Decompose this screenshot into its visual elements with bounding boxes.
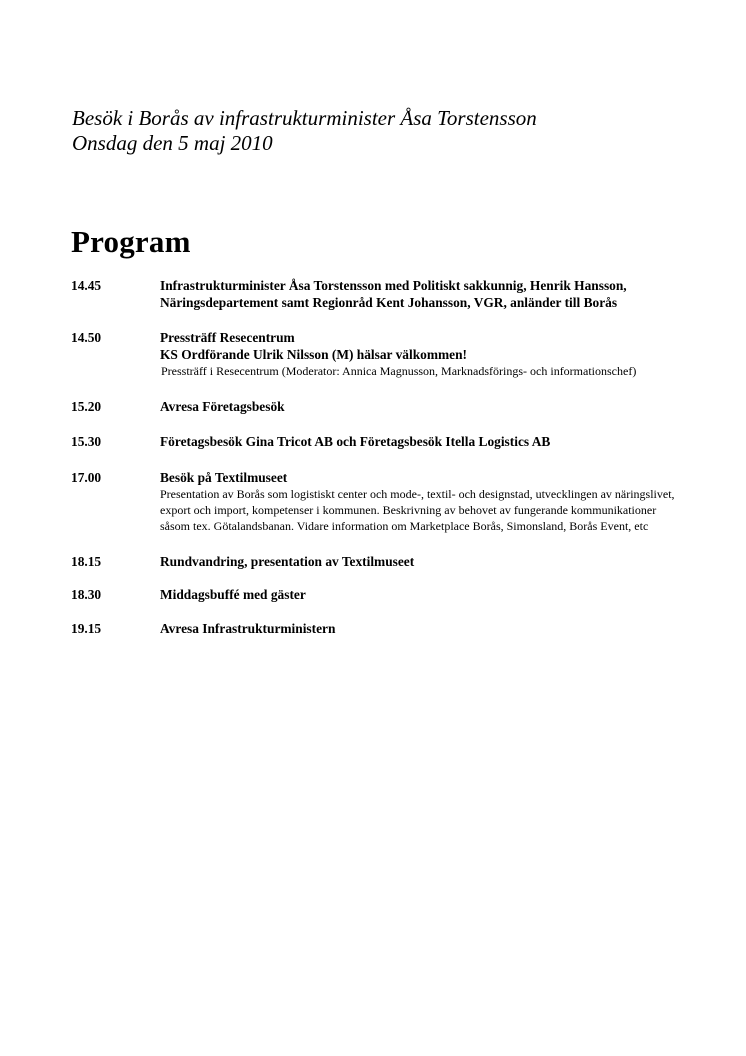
entry-title: Företagsbesök Gina Tricot AB och Företagsbesök Itella Logistics AB [160,434,551,450]
schedule-entry [71,330,681,380]
entry-title: Infrastrukturminister Åsa Torstensson med Politiskt sakkunnig, Henrik Hansson, Näringsdepartement samt Regionråd Kent Johansson, VGR, anländer till Borås [160,278,627,310]
entry-title: Rundvandring, presentation av Textilmuseet [160,553,415,569]
entry-subtitle: KS Ordförande Ulrik Nilsson (M) hälsar välkommen! [160,346,468,362]
schedule-entry [71,278,681,311]
visit-date: Onsdag den 5 maj 2010 [72,131,273,155]
visit-header [72,106,712,156]
entry-time: 14.50 [71,330,102,345]
entry-description: Pressträff i Resecentrum (Moderator: Annica Magnusson, Marknadsförings- och informationschef) [161,364,637,378]
schedule-entry [71,554,681,571]
schedule-entry [71,587,681,604]
visit-title: Besök i Borås av infrastrukturminister Åsa Torstensson [72,106,537,130]
schedule-entry [71,621,681,638]
entry-time: 17.00 [71,469,102,485]
entry-time: 14.45 [71,278,102,293]
entry-title: Besök på Textilmuseet [160,469,288,485]
program-schedule [71,278,681,637]
entry-description: Presentation av Borås som logistiskt center och mode-, textil- och designstad, utvecklingen av näringslivet, export och import, kompetenser i kommunen. Beskrivning av behovet av fungerande kommunikationer såsom tex. Götalandsbanan. Vidare information om Marketplace Borås, Simonsland, Borås Event, etc [160,487,675,533]
entry-title: Middagsbuffé med gäster [160,587,306,603]
schedule-entry [71,470,681,535]
entry-title: Avresa Företagsbesök [160,398,285,414]
entry-title: Pressträff Resecentrum [160,330,295,345]
entry-time: 15.30 [71,434,102,450]
entry-time: 19.15 [71,620,102,636]
entry-time: 15.20 [71,398,102,414]
entry-time: 18.15 [71,553,102,569]
schedule-entry [71,434,681,451]
entry-title: Avresa Infrastrukturministern [160,620,336,636]
program-heading: Program [71,224,191,259]
entry-time: 18.30 [71,587,102,603]
schedule-entry [71,399,681,416]
